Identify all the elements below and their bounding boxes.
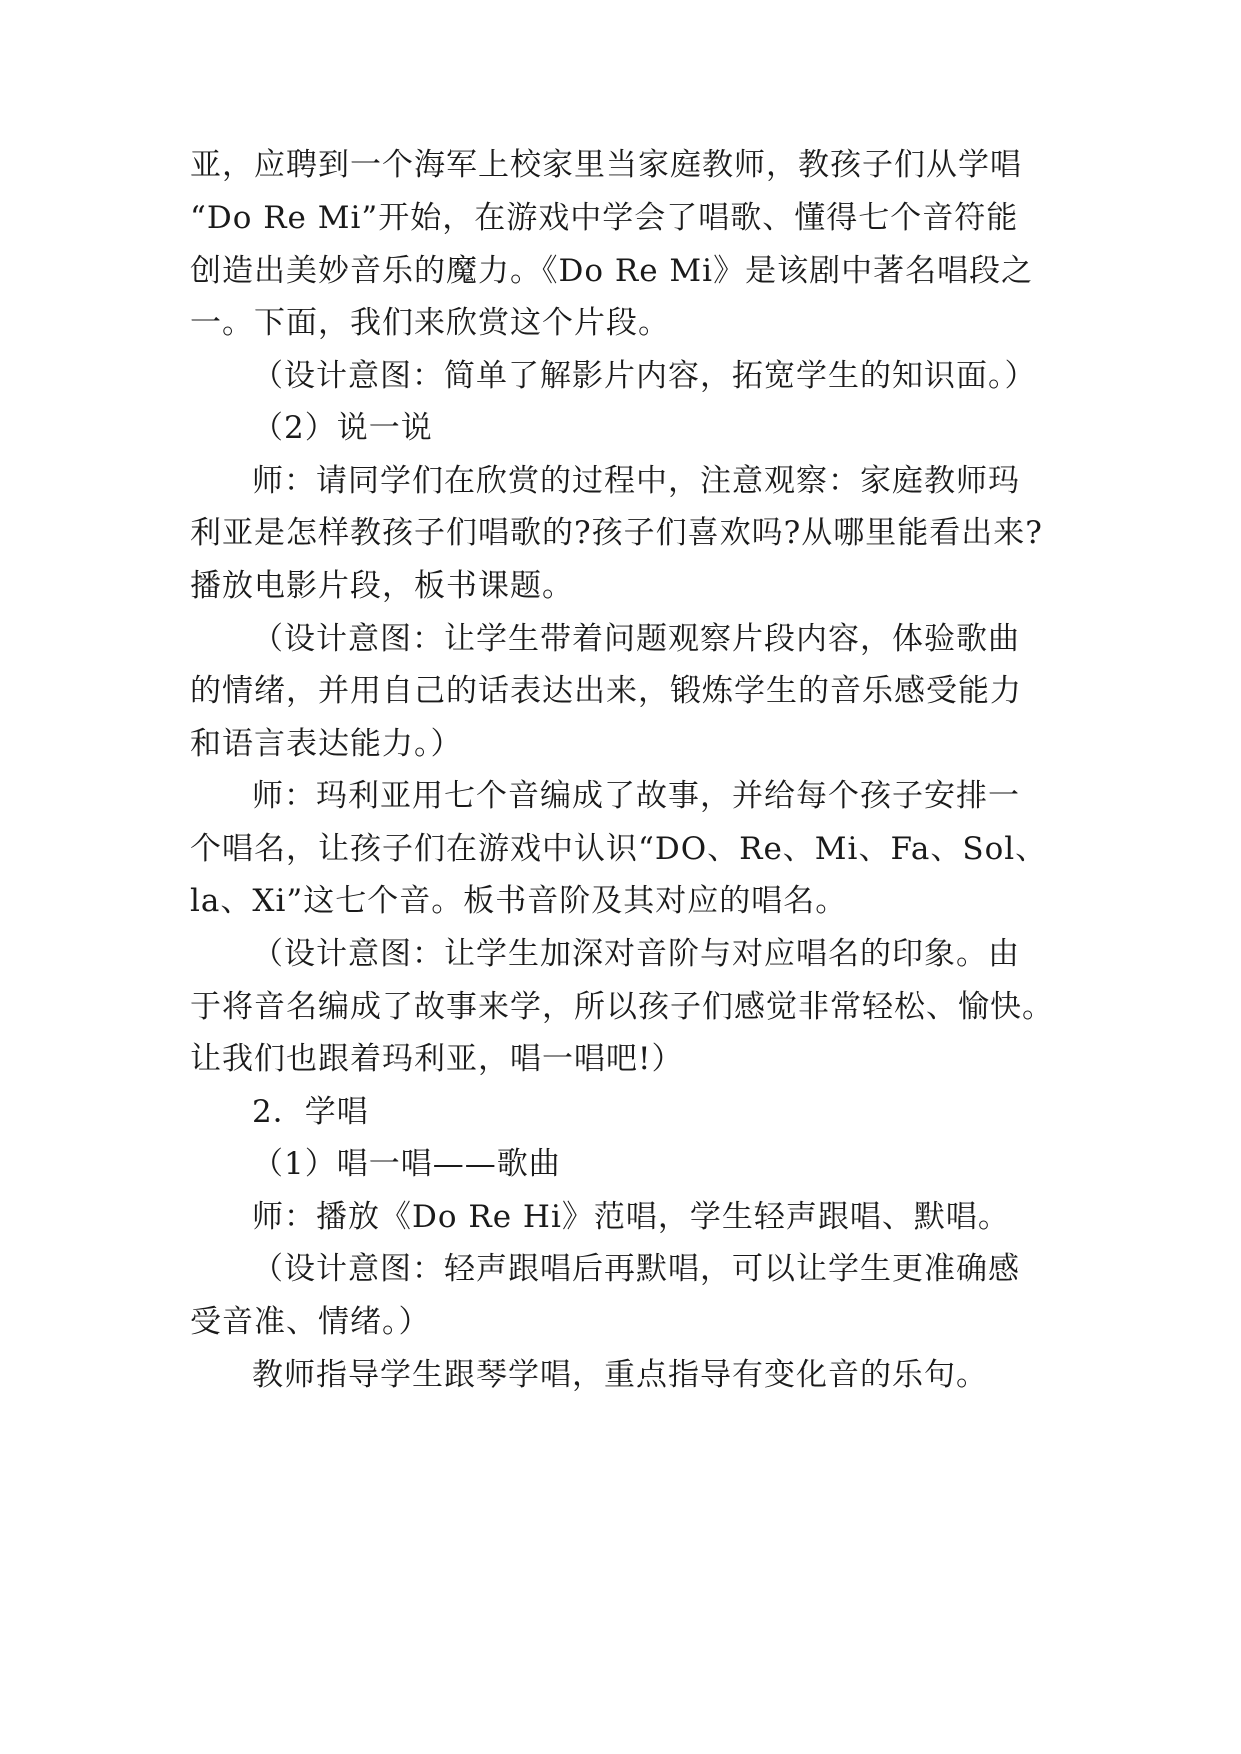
- text-line: 于将音名编成了故事来学，所以孩子们感觉非常轻松、愉快。: [190, 989, 1054, 1025]
- section-heading: （2）说一说: [252, 410, 433, 446]
- text-line: 受音准、情绪。）: [190, 1304, 431, 1340]
- section-heading: （1）唱一唱——歌曲: [252, 1146, 561, 1182]
- text-line: 和语言表达能力。）: [190, 726, 463, 762]
- text-line: 亚，应聘到一个海军上校家里当家庭教师，教孩子们从学唱: [190, 147, 1022, 183]
- section-heading: 2．学唱: [252, 1094, 369, 1130]
- text-line: 师：播放《Do Re Hi》范唱，学生轻声跟唱、默唱。: [252, 1199, 1010, 1235]
- text-line: 一。下面，我们来欣赏这个片段。: [190, 305, 670, 341]
- text-line: 师：请同学们在欣赏的过程中，注意观察：家庭教师玛: [252, 463, 1020, 499]
- text-line: 利亚是怎样教孩子们唱歌的?孩子们喜欢吗?从哪里能看出来?: [190, 515, 1043, 551]
- text-line: 个唱名，让孩子们在游戏中认识“DO、Re、Mi、Fa、Sol、: [190, 831, 1048, 867]
- text-line: la、Xi”这七个音。板书音阶及其对应的唱名。: [190, 883, 848, 919]
- text-line: 教师指导学生跟琴学唱，重点指导有变化音的乐句。: [252, 1357, 988, 1393]
- text-line: 播放电影片段，板书课题。: [190, 568, 574, 604]
- text-line: （设计意图：让学生带着问题观察片段内容，体验歌曲: [252, 621, 1020, 657]
- text-line: “Do Re Mi”开始，在游戏中学会了唱歌、懂得七个音符能: [190, 200, 1019, 236]
- text-line: 创造出美妙音乐的魔力。《Do Re Mi》是该剧中著名唱段之: [190, 253, 1034, 289]
- text-line: （设计意图：轻声跟唱后再默唱，可以让学生更准确感: [252, 1251, 1020, 1287]
- text-line: （设计意图：简单了解影片内容，拓宽学生的知识面。）: [252, 358, 1037, 394]
- text-line: 的情绪，并用自己的话表达出来，锻炼学生的音乐感受能力: [190, 673, 1022, 709]
- text-line: 让我们也跟着玛利亚，唱一唱吧!）: [190, 1041, 684, 1077]
- text-line: （设计意图：让学生加深对音阶与对应唱名的印象。由: [252, 936, 1020, 972]
- text-line: 师：玛利亚用七个音编成了故事，并给每个孩子安排一: [252, 778, 1020, 814]
